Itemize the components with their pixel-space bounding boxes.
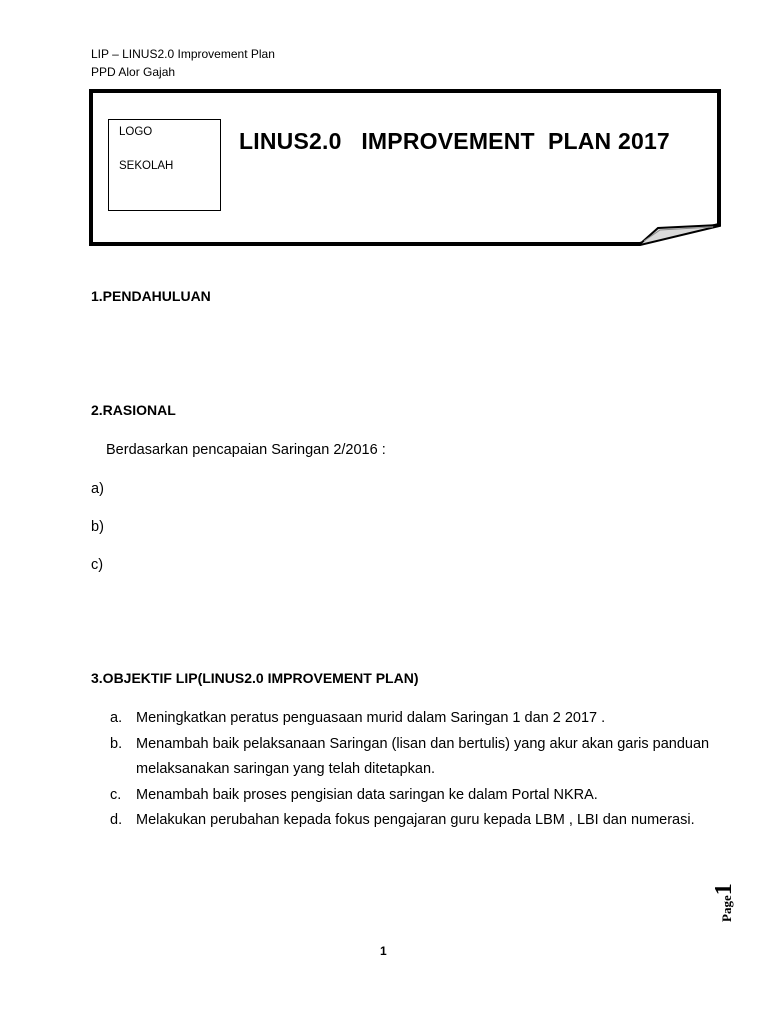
rasional-item-c: c) xyxy=(91,557,104,573)
document-title: LINUS2.0 IMPROVEMENT PLAN 2017 xyxy=(239,128,670,154)
running-header-line1: LIP – LINUS2.0 Improvement Plan xyxy=(91,47,275,61)
logo-label: LOGO xyxy=(119,126,153,138)
logo-placeholder xyxy=(108,119,221,211)
side-page-number: 1 xyxy=(711,883,737,896)
list-item-text: Menambah baik pelaksanaan Saringan (lisan dan bertulis) yang akur akan garis panduan melaksanakan saringan yang telah ditetapkan. xyxy=(136,735,710,777)
rasional-intro: Berdasarkan pencapaian Saringan 2/2016 : xyxy=(106,442,386,458)
rasional-item-a: a) xyxy=(91,481,104,497)
list-item xyxy=(110,808,710,834)
section-heading-rasional: 2.RASIONAL xyxy=(91,402,176,418)
side-page-label xyxy=(707,878,747,928)
rasional-item-b: b) xyxy=(91,519,104,535)
list-item xyxy=(110,706,710,732)
section-heading-pendahuluan: 1.PENDAHULUAN xyxy=(91,288,211,304)
objective-list xyxy=(110,706,710,834)
section-heading-objektif: 3.OBJEKTIF LIP(LINUS2.0 IMPROVEMENT PLAN) xyxy=(91,670,419,686)
running-header-line2: PPD Alor Gajah xyxy=(91,65,176,79)
list-item-letter: d. xyxy=(110,812,123,828)
footer-page-number: 1 xyxy=(380,944,387,958)
list-item-letter: b. xyxy=(110,735,123,752)
list-item xyxy=(110,732,710,783)
school-label: SEKOLAH xyxy=(119,160,174,172)
list-item-text: Melakukan perubahan kepada fokus pengajaran guru kepada LBM , LBI dan numerasi. xyxy=(136,812,695,828)
list-item-text: Menambah baik proses pengisian data saringan ke dalam Portal NKRA. xyxy=(136,786,598,803)
list-item-text: Meningkatkan peratus penguasaan murid dalam Saringan 1 dan 2 2017 . xyxy=(136,710,606,726)
list-item-letter: c. xyxy=(110,786,122,803)
list-item-letter: a. xyxy=(110,710,123,726)
page-word: Page xyxy=(719,895,734,922)
list-item xyxy=(110,783,710,809)
